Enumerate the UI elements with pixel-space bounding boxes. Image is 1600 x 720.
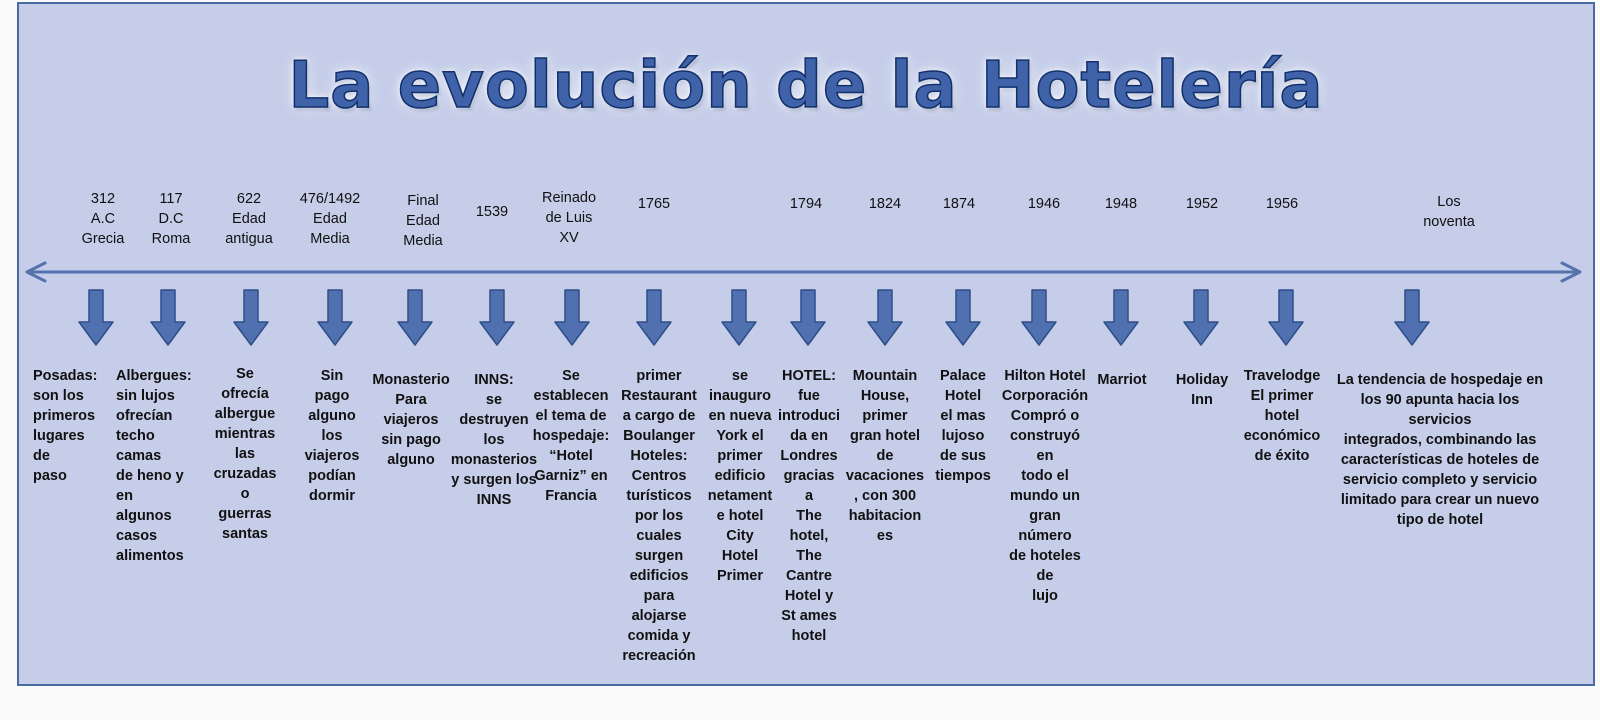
down-arrow-icon — [1103, 289, 1139, 346]
down-arrow-icon — [867, 289, 903, 346]
event-date: Reinado de Luis XV — [541, 190, 597, 246]
event-date: 312 A.C Grecia — [81, 191, 125, 247]
event-date: 1948 — [1104, 196, 1138, 212]
event-date: 622 Edad antigua — [225, 191, 273, 247]
event-description: Marriot — [1097, 372, 1147, 388]
down-arrow-icon — [1183, 289, 1219, 346]
down-arrow-icon — [721, 289, 757, 346]
down-arrow-icon — [636, 289, 672, 346]
event-description: INNS: se destruyen los monasterios y surgen los INNS — [450, 372, 538, 508]
event-date: 1946 — [1027, 196, 1061, 212]
event-date: 1956 — [1265, 196, 1299, 212]
down-arrow-icon — [945, 289, 981, 346]
event-description: HOTEL: fue introduci da en Londres gracias a The hotel, The Cantre Hotel y St ames hotel — [777, 368, 841, 644]
down-arrow-icon — [150, 289, 186, 346]
page-title: La evolución de la Hotelería — [288, 49, 1324, 123]
event-description: Monasterio Para viajeros sin pago alguno — [372, 372, 450, 468]
event-description: Holiday Inn — [1175, 372, 1229, 408]
event-date: 476/1492 Edad Media — [299, 191, 361, 247]
event-date: 1824 — [868, 196, 902, 212]
event-description: Palace Hotel el mas lujoso de sus tiempos — [935, 368, 991, 484]
down-arrow-icon — [1021, 289, 1057, 346]
down-arrow-icon — [1394, 289, 1430, 346]
event-date: 1874 — [942, 196, 976, 212]
event-description: primer Restaurant a cargo de Boulanger Hoteles: Centros turísticos por los cuales surgen edificios para alojarse comida y recreación — [621, 368, 697, 664]
event-description: Sin pago alguno los viajeros podían dormir — [304, 368, 360, 504]
event-description: se inauguro en nueva York el primer edificio netament e hotel City Hotel Primer — [707, 368, 773, 584]
event-date: 1952 — [1185, 196, 1219, 212]
down-arrow-icon — [233, 289, 269, 346]
event-description: Travelodge El primer hotel económico de éxito — [1243, 368, 1321, 464]
down-arrow-icon — [1268, 289, 1304, 346]
down-arrow-icon — [78, 289, 114, 346]
event-description: Hilton Hotel Corporación Compró o construyó en todo el mundo un gran número de hoteles de lujo — [1001, 368, 1089, 604]
down-arrow-icon — [397, 289, 433, 346]
down-arrow-icon — [479, 289, 515, 346]
event-description: Se ofrecía albergue mientras las cruzadas o guerras santas — [213, 366, 277, 542]
down-arrow-icon — [317, 289, 353, 346]
event-date: Final Edad Media — [403, 193, 443, 249]
event-date: 117 D.C Roma — [151, 191, 191, 247]
event-date: 1539 — [475, 204, 509, 220]
event-description: Mountain House, primer gran hotel de vacaciones , con 300 habitacion es — [845, 368, 925, 544]
slide-background — [17, 2, 1595, 686]
event-description: Posadas: son los primeros lugares de paso — [33, 368, 98, 484]
event-date: 1765 — [637, 196, 671, 212]
event-date: 1794 — [789, 196, 823, 212]
event-description: La tendencia de hospedaje en los 90 apunta hacia los servicios integrados, combinando las características de hoteles de servicio completo y servicio limitado para crear un nuevo tipo de hotel — [1336, 372, 1544, 528]
event-description: Se establecen el tema de hospedaje: “Hotel Garniz” en Francia — [532, 368, 610, 504]
event-date: Los noventa — [1423, 194, 1475, 230]
down-arrow-icon — [790, 289, 826, 346]
event-description: Albergues: sin lujos ofrecían techo camas de heno y en algunos casos alimentos — [116, 368, 192, 564]
down-arrow-icon — [554, 289, 590, 346]
